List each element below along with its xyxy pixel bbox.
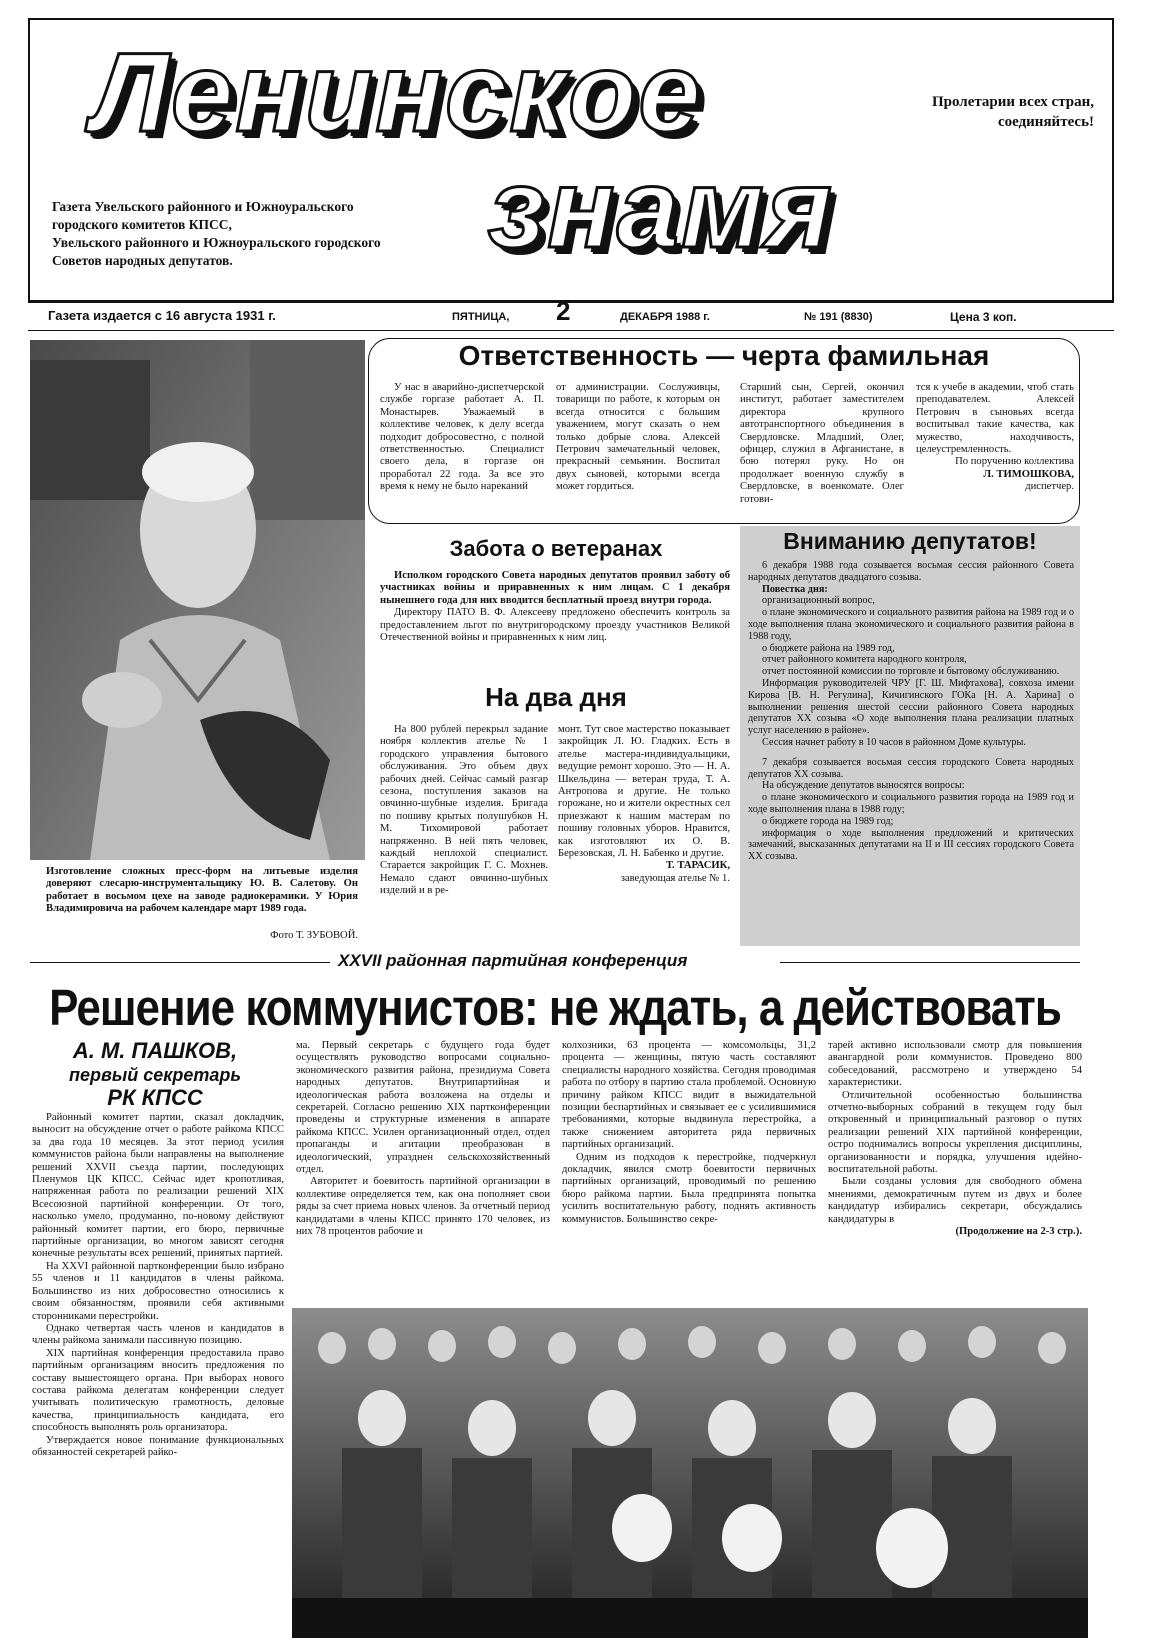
article4-p14: информация о ходе выполнения предложений и критических замечаний, высказанных депутатами на II и III сессиях городского Совета XX созыва. (748, 827, 1074, 863)
article4-headline: Вниманию депутатов! (783, 528, 1037, 554)
main-col1-p1: Районный комитет партии, сказал докладчик, выносит на обсуждение отчет о работе райкома КПСС за два года 10 месяцев. За этот период усилия коммунистов района были направлены на выполнение решений XXVII съезда партии, последующих Пленумов ЦК КПСС. Сейчас идет кропотливая, напряженная работа по реализации решений XIX Всесоюзной партийной конференции. От того, насколько умело, продуманно, по-новому действуют районный комитет партии, его бюро, первичные партийные организации, во многом зависят сегодня конечные результаты всех решений, принятых партией. (32, 1112, 284, 1260)
article4-p3: организационный вопрос, (762, 595, 875, 607)
masthead-title-line1: Ленинское (92, 30, 703, 155)
article4-p4: о плане экономического и социального развития района на 1989 год и о ходе выполнения плана экономического и социального развития района в 1988 году, (748, 607, 1074, 642)
article2-body (380, 570, 730, 680)
month-year: ДЕКАБРЯ 1988 г. (620, 311, 710, 323)
article1-col3 (740, 382, 904, 518)
main-col1-p2: На XXVI районной партконференции было избрано 55 членов и 11 кандидатов в члены райкома. Большинство из них добросовестно относились к своим обязанностям, проявили себя активными сторонниками перестройки. (32, 1260, 284, 1322)
main-col3 (562, 1040, 816, 1302)
publisher-line4: Советов народных депутатов. (52, 253, 233, 268)
article3-sign1: Т. ТАРАСИК, (666, 860, 730, 872)
day-number: 2 (556, 296, 571, 326)
article3-col2 (558, 724, 730, 946)
issue-number: № 191 (8830) (804, 311, 873, 323)
article4-p7: отчет постоянной комиссии по торговле и бытовому обслуживанию. (762, 666, 1060, 678)
article2-p2: Директору ПАТО В. Ф. Алексееву предложено обеспечить контроль за предоставлением льгот по внутригородскому проезду участников Великой Отечественной войны и приравненных к ним лиц. (380, 607, 730, 644)
article4-p9: Сессия начнет работу в 10 часов в районном Доме культуры. (762, 736, 1026, 748)
article1-col2-text: от администрации. Сослуживцы, товарищи по работе, к которым он всегда относится с большим уважением, могут сказать о нем только добрые слова. Алексей Петрович замечательный человек, прекрасный семьянин. Воспитал двух сыновей, которыми всегда может гордиться. (556, 382, 720, 493)
since-date: Газета издается с 16 августа 1931 г. (48, 308, 276, 323)
article1-col4 (916, 382, 1074, 518)
article4-p6: отчет районного комитета народного контроля, (762, 654, 967, 666)
main-col3-p2: Одним из подходов к перестройке, подчеркнул докладчик, явился смотр боевитости первичных партийных организаций, проводимый по решению бюро райкома партии. Была предпринята попытка усилить воспитательную работу, поднять активность коммунистов. Большинство секре- (562, 1151, 816, 1225)
slogan-line1: Пролетарии всех стран, (932, 94, 1094, 110)
main-col4-p1: тарей активно использовали смотр для повышения авангардной роли коммунистов. Проведено 800 собеседований, рассмотрено и утверждено 54 характеристики. (828, 1040, 1082, 1089)
main-col2-p2: Авторитет и боевитость партийной организации в коллективе определяется тем, как она пополняет свои ряды за счет приема новых членов. За отчетный период кандидатами в члены КПСС принято 170 человек, из них 78 процентов рабочие и (296, 1176, 550, 1238)
article1-sign1: По поручению коллектива (955, 456, 1074, 468)
author-role1: первый секретарь (68, 1065, 242, 1085)
article2-headline: Забота о ветеранах (449, 536, 663, 561)
weekday: ПЯТНИЦА, (452, 311, 510, 323)
author-role2: РК КПСС (107, 1085, 203, 1110)
worker-photo (30, 340, 365, 860)
main-col4 (828, 1040, 1082, 1302)
photo-credit: Фото Т. ЗУБОВОЙ. (270, 930, 358, 941)
article4-p1: 6 декабря 1988 года созывается восьмая сессия районного Совета народных депутатов двадцатого созыва. (748, 560, 1074, 583)
article4-body (748, 560, 1074, 944)
section-rule-left (30, 962, 330, 963)
conference-photo-image (292, 1308, 1088, 1638)
article4-p2: Повестка дня: (762, 583, 828, 595)
slogan (850, 92, 1094, 132)
publisher-line2: городского комитетов КПСС, (52, 217, 232, 232)
main-col1-p3: Однако четвертая часть членов и кандидатов в члены райкома занимали пассивную позицию. (32, 1322, 284, 1347)
conference-photo (292, 1308, 1088, 1638)
article4-p10: 7 декабря созывается восьмая сессия городского Совета народных депутатов XX созыва. (748, 756, 1074, 780)
publisher-info (52, 198, 482, 270)
author-block (30, 1038, 280, 1110)
article1-col4-text: тся к учебе в академии, чтоб стать преподавателем. Алексей Петрович в сыновьях всегда воспитывал такие качества, как мужество, находчивость, целеустремленность. (916, 382, 1074, 456)
masthead-title-line2: знамя (488, 146, 834, 271)
main-col3-p1: колхозники, 63 процента — комсомольцы, 31,2 процента — женщины, пятую часть составляют специалисты народного хозяйства. Сегодня проводимая работа по отбору в партию стала проблемой. Основную причину райком КПСС видит в выжидательной позиции беспартийных и связывает ее с усилившимися требованиями, которые выдвинула перестройка, а также снижением авторитета ряда первичных партийных организаций. (562, 1040, 816, 1151)
article3-col1 (380, 724, 548, 946)
article1-sign3: диспетчер. (1025, 481, 1074, 493)
worker-photo-image (30, 340, 365, 860)
main-col1-p5: Утверждается новое понимание функциональных обязанностей секретарей райко- (32, 1434, 284, 1458)
article4-p11: На обсуждение депутатов выносятся вопросы: (762, 780, 965, 792)
main-headline: Решение коммунистов: не ждать, а действовать (49, 980, 1061, 1037)
main-continued: (Продолжение на 2-3 стр.). (955, 1226, 1082, 1238)
main-col4-p2: Отличительной особенностью большинства отчетно-выборных собраний в текущем году был откровенный и принципиальный разговор о путях реализации решений XIX партийной конференции, остро поднимались вопросы укрепления дисциплины, организованности и порядка, улучшения идейно-воспитательной работы. (828, 1089, 1082, 1176)
article1-headline: Ответственность — черта фамильная (458, 340, 990, 371)
photo-caption: Изготовление сложных пресс-форм на литьевые изделия доверяют слесарю-инструментальщику Ю. В. Салетову. Он работает в восьмом цехе на заводе радиокерамики. У Юрия Владимировича на рабочем календаре март 1989 года. (46, 866, 358, 915)
article1-col1-text: У нас в аварийно-диспетчерской службе горгазе работает А. П. Монастырев. Уважаемый в коллективе человек, к делу всегда подходит добросовестно, с полной ответственностью. Специалист своего дела, в горгазе он проработал 22 года. За все это время к нему не было нареканий (380, 382, 544, 493)
masthead-rule-bottom (28, 330, 1114, 331)
main-col1 (32, 1112, 284, 1640)
price: Цена 3 коп. (950, 310, 1017, 324)
section-rule-right (780, 962, 1080, 963)
slogan-line2: соединяйтесь! (997, 114, 1094, 130)
main-col2-p1: ма. Первый секретарь с будущего года будет осуществлять руководство вопросами социально-экономического развития района, президиума Совета народных депутатов. Внутрипартийная и идеологическая работа возложена на отделы и секретарей. Согласно решению XIX партконференции проведены и структурные изменения в аппарате райкома КПСС. Усилен организационный отдел, отдел пропаганды и агитации преобразован в идеологический, упразднен сельскохозяйственный отдел. (296, 1040, 550, 1176)
article4-p8: Информация руководителей ЧРУ [Г. Ш. Мифтахова], совхоза имени Кирова [В. Н. Регулина], Кичигинского ГОКа [Н. А. Харина] о выполнении решения шестой сессии районного Совета народных депутатов XX созыва «О ходе выполнения плана реализации платных услуг населению в районе». (748, 677, 1074, 737)
article4-p13: о бюджете города на 1989 год; (762, 815, 894, 827)
main-col1-p4: XIX партийная конференция предоставила право партийным организациям вносить предложения по составу вышестоящего органа. При выборах нового состава райкома делегатам конференции следует учитывать политическую грамотность, деловые качества, принципиальность кандидата, его способность выполнять роль организатора. (32, 1347, 284, 1434)
article3-headline: На два дня (485, 682, 627, 712)
article1-col3-text: Старший сын, Сергей, окончил институт, работает заместителем директора крупного автотранспортного объединения в Свердловске. Младший, Олег, офицер, служил в Афганистане, в бою потерял руку. Но он продолжает военную службу в Свердловске, в военкомате. Олег готови- (740, 382, 904, 505)
article1-sign2: Л. ТИМОШКОВА, (983, 468, 1074, 480)
article3-col2-text: монт. Тут свое мастерство показывает закройщик Л. Ю. Гладких. Есть в ателье мастера-индивидуальщики, ведущие ремонт хорошо. Это — Н. А. Шкельдина — ветеран труда, Т. А. Антропова и другие. Не только горожане, но и жители окрестных сел приезжают к нашим мастерам по пошиву головных уборов. Нравится, как изготовляют их О. В. Березовская, Л. Н. Бабенко и другие. (558, 724, 730, 860)
main-col2 (296, 1040, 550, 1302)
author-name: А. М. ПАШКОВ, (72, 1038, 238, 1063)
article1-col1 (380, 382, 544, 518)
article4-p5: о бюджете района на 1989 год, (762, 642, 895, 654)
article1-col2 (556, 382, 720, 518)
masthead-rule-top (28, 302, 1114, 303)
article3-col1-text: На 800 рублей перекрыл задание ноября коллектив ателье № 1 городского управления бытового обслуживания. Это объем двух рабочих дней. Сейчас самый разгар сезона, поступления заказов на овчинно-шубные изделия. Бригада по пошиву крытых полушубков Н. М. Тихомировой работает напряженно. В ней пять человек, каждый неплохой специалист. Старается закройщик Г. С. Мохнев. Немало сдают овчинно-шубных изделий и в ре- (380, 724, 548, 897)
article2-p1: Исполком городского Совета народных депутатов проявил заботу об участниках войны и приравненных к ним лицам. С 1 декабря нынешнего года для них вводится бесплатный проезд внутри города. (380, 570, 730, 606)
main-col4-p3: Были созданы условия для свободного обмена мнениями, демократичным путем из двух и более кандидатур избирались секретари, обсуждались кандидатуры в (828, 1176, 1082, 1225)
article3-sign2: заведующая ателье № 1. (620, 872, 730, 884)
publisher-line1: Газета Увельского районного и Южноуральского (52, 199, 354, 214)
section-label: XXVII районная партийная конференция (338, 951, 688, 970)
article4-p12: о плане экономического и социального развития города на 1989 год и ходе выполнения плана в 1988 году; (748, 792, 1074, 815)
publisher-line3: Увельского районного и Южноуральского городского (52, 235, 381, 250)
